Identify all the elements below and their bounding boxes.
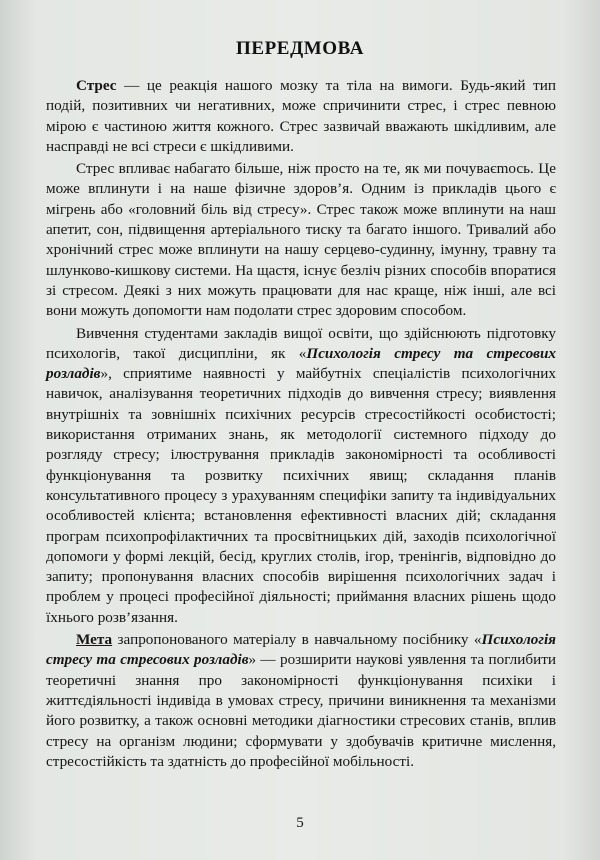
paragraph-text: », сприятиме наявності у майбутніх спеціалістів психологічних навичок, аналізування теоретичних підходів до вивчення стресу; виявлення внутрішніх та зовнішніх психічних ресурсів стресостійкості особистості; використання отриманих знань, як методології системного підходу до розгляду стресу; ілюстрування прикладів закономірності та особливості функціонування та розвитку психічних явищ; складання планів консультативного процесу з урахуванням специфіки запиту та індивідуальних особливостей клієнта; встановлення ефективності власних дій; складання програм психопрофілактичних та просвітницьких дій, заходів психологічної допомоги у формі лекцій, бесід, круглих столів, ігор, тренінгів, відповідно до запиту; пропонування власних способів вирішення психологічних задач і проблем у процесі професійної діяльності; приймання власних рішень щодо їхнього розв’язання. (46, 365, 556, 626)
body-text (46, 76, 556, 774)
page-number: 5 (296, 815, 304, 831)
paragraph-stress-definition (46, 76, 556, 157)
term-goal: Мета (76, 631, 113, 649)
term-stress: Стрес (76, 77, 117, 94)
paragraph-course-study (46, 324, 556, 628)
paragraph-text: запропонованого матеріалу в навчальному посібнику « (112, 631, 482, 649)
course-title: Психологія стресу та стресових розладів (46, 344, 556, 383)
paragraph-stress-effects: Стрес впливає набагато більше, ніж просто на те, як ми почуваєmось. Це може вплинути і на наше фізичне здоров’я. Одним із прикладів цього є мігрень або «головний біль від стресу». Стрес також може вплинути на наш апетит, сон, підвищення артеріального тиску та багато іншого. Тривалий або хронічний стрес може вплинути на нашу серцево-судинну, імунну, травну та шлунково-кишкову системи. На щастя, існує безліч різних способів впоратися зі стресом. Деякі з них можуть працювати для нас краще, ніж інші, але всі вони можуть допомогти нам подолати стрес здоровим способом. (46, 160, 556, 320)
paragraph-text: » — розширити наукові уявлення та поглибити теоретичні знання про закономірності функціонування психіки і життєдіяльності індивіда в умовах стресу, причини виникнення та механізми його розвитку, а також основні методики діагностики стресових станів, вплив стресу на організм людини; сформувати у здобувачів критичне мислення, стресостійкість та здатність до професійної мобільності. (46, 651, 556, 770)
page-title: ПЕРЕДМОВА (235, 38, 365, 59)
course-title: Психологія стресу та стресових розладів (46, 631, 556, 669)
paragraph-text: Вивчення студентами закладів вищої освіти, що здійснюють підготовку психологів, такої дисципліни, як « (46, 324, 556, 362)
paragraph-goal (46, 630, 556, 772)
paragraph-text: — це реакція нашого мозку та тіла на вимоги. Будь-який тип подій, позитивних чи негативних, може спричинити стрес, і стрес певною мірою є частиною життя кожного. Стрес зазвичай вважають шкідливим, але насправді не всі стреси є шкідливими. (46, 77, 556, 155)
